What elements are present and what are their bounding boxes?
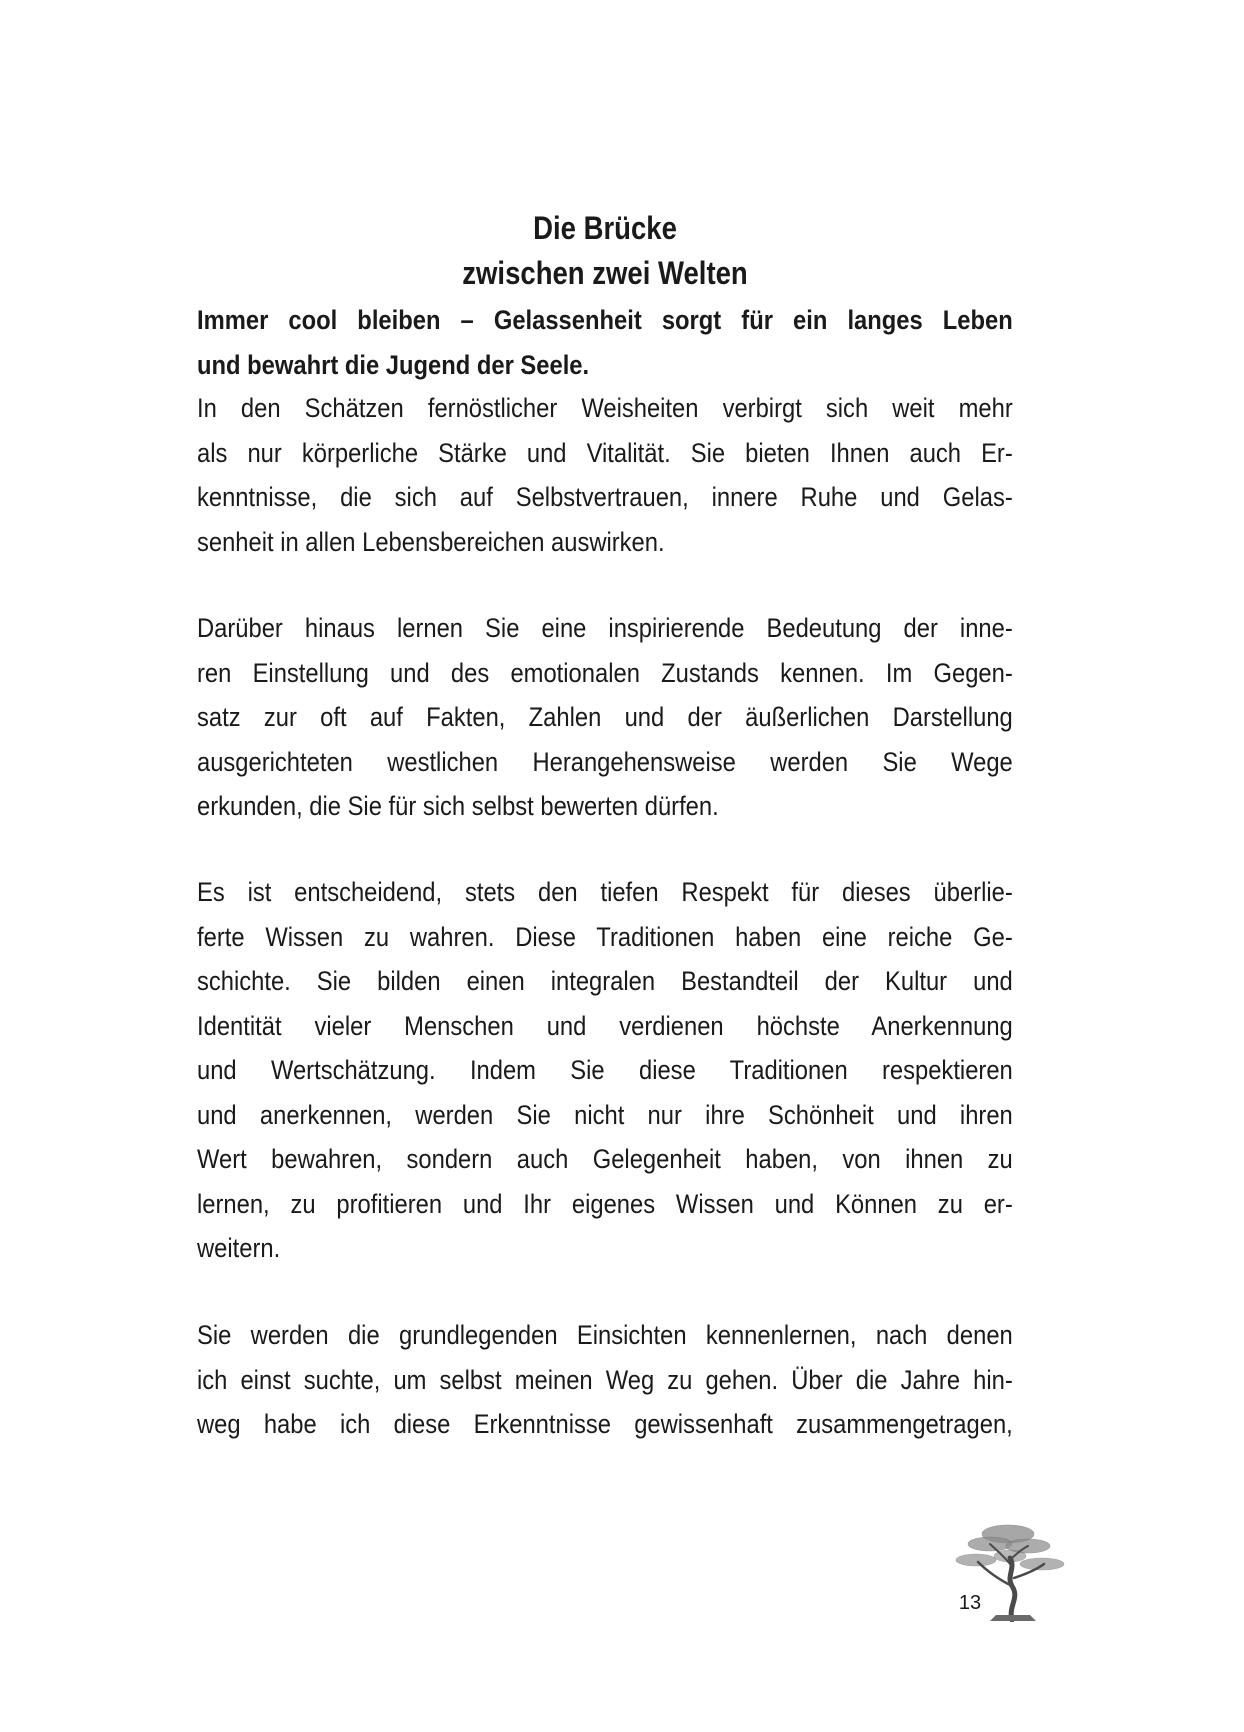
paragraph-line: ren Einstellung und des emotionalen Zustands kennen. Im Gegen- [197, 657, 1013, 688]
paragraph-line: erkunden, die Sie für sich selbst bewerten dürfen. [197, 791, 719, 821]
paragraph-line: ich einst suchte, um selbst meinen Weg zu gehen. Über die Jahre hin- [197, 1364, 1013, 1395]
body-paragraph-2 [197, 606, 1013, 829]
chapter-title-line-2: zwischen zwei Welten [462, 255, 748, 291]
paragraph-line: und Wertschätzung. Indem Sie diese Traditionen respektieren [197, 1055, 1013, 1085]
paragraph-line: und anerkennen, werden Sie nicht nur ihre Schönheit und ihren [197, 1099, 1013, 1130]
lead-paragraph [197, 298, 1013, 387]
page-number: 13 [950, 1591, 990, 1615]
paragraph-line: als nur körperliche Stärke und Vitalität. Sie bieten Ihnen auch Er- [197, 437, 1013, 468]
body-paragraph-3 [197, 870, 1013, 1271]
paragraph-line: lernen, zu profitieren und Ihr eigenes Wissen und Können zu er- [197, 1188, 1013, 1219]
chapter-title-line-1: Die Brücke [533, 210, 677, 246]
paragraph-line: Es ist entscheidend, stets den tiefen Respekt für dieses überlie- [197, 877, 1013, 907]
paragraph-line: ausgerichteten westlichen Herangehensweise werden Sie Wege [197, 746, 1013, 777]
paragraph-line: satz zur oft auf Fakten, Zahlen und der äußerlichen Darstellung [197, 702, 1013, 732]
paragraph-line: In den Schätzen fernöstlicher Weisheiten verbirgt sich weit mehr [197, 393, 1013, 423]
paragraph-line: weg habe ich diese Erkenntnisse gewissenhaft zusammengetragen, [197, 1409, 1013, 1439]
paragraph-line: schichte. Sie bilden einen integralen Bestandteil der Kultur und [197, 966, 1013, 996]
body-paragraph-1 [197, 386, 1013, 564]
paragraph-line: Wert bewahren, sondern auch Gelegenheit haben, von ihnen zu [197, 1144, 1013, 1174]
paragraph-line: kenntnisse, die sich auf Selbstvertrauen, innere Ruhe und Gelas- [197, 482, 1013, 512]
paragraph-line: senheit in allen Lebensbereichen auswirken. [197, 526, 665, 557]
body-paragraph-4 [197, 1313, 1013, 1447]
chapter-title [85, 206, 1126, 296]
paragraph-line: weitern. [197, 1233, 281, 1263]
paragraph-line: Darüber hinaus lernen Sie eine inspirierende Bedeutung der inne- [197, 613, 1013, 643]
lead-line: und bewahrt die Jugend der Seele. [197, 349, 590, 380]
paragraph-line: Sie werden die grundlegenden Einsichten kennenlernen, nach denen [197, 1320, 1013, 1350]
paragraph-line: ferte Wissen zu wahren. Diese Traditionen haben eine reiche Ge- [197, 921, 1013, 952]
paragraph-line: Identität vieler Menschen und verdienen höchste Anerkennung [197, 1010, 1013, 1041]
lead-line: Immer cool bleiben – Gelassenheit sorgt für ein langes Leben [197, 305, 1013, 335]
